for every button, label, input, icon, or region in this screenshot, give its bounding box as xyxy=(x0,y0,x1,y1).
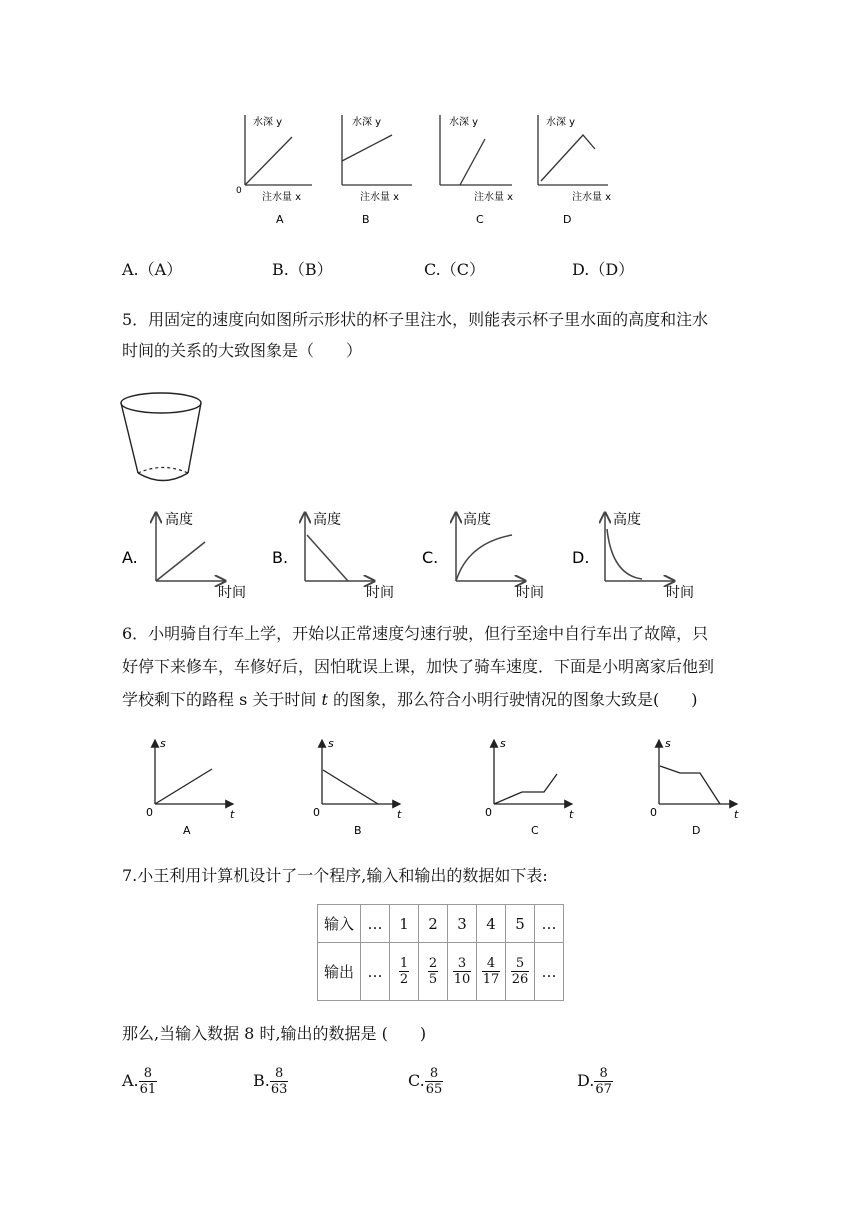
input-cell: 2 xyxy=(419,905,448,943)
option-denominator: 65 xyxy=(425,1082,443,1097)
q4-c-xlabel: 注水量 x xyxy=(474,192,514,203)
input-cell: 1 xyxy=(390,905,419,943)
option-numerator: 8 xyxy=(425,1066,444,1082)
input-cell: 4 xyxy=(477,905,506,943)
q5-graph-b xyxy=(272,511,394,601)
q6-graph-c xyxy=(485,737,574,837)
q7-option-a[interactable] xyxy=(122,1066,157,1097)
q4-graph-b xyxy=(342,115,412,226)
output-denominator: 26 xyxy=(511,972,529,987)
q5-graph-a xyxy=(122,511,246,601)
output-numerator: 5 xyxy=(511,956,530,972)
q6-stem-line3-a: 学校剩下的路程 s 关于时间 xyxy=(122,690,322,709)
q5-graph-c xyxy=(422,511,544,601)
q6-c-origin: 0 xyxy=(485,806,492,819)
q4-c-caption: C xyxy=(476,213,484,226)
q6-c-caption: C xyxy=(531,824,539,837)
q4-b-caption: B xyxy=(362,213,370,226)
io-table xyxy=(317,904,564,1001)
output-numerator: 4 xyxy=(482,956,501,972)
q6-graphs xyxy=(0,730,860,840)
q5-stem-line1: 5．用固定的速度向如图所示形状的杯子里注水，则能表示杯子里水面的高度和注水 xyxy=(122,310,709,329)
q4-d-xlabel: 注水量 x xyxy=(572,192,612,203)
q4-graph-d xyxy=(538,115,611,226)
output-ellipsis-left: … xyxy=(361,943,390,1001)
q6-stem-line3-b: 的图象，那么符合小明行驶情况的图象大致是( ) xyxy=(327,690,698,709)
q7-option-c[interactable] xyxy=(408,1066,443,1097)
io-table-output-row xyxy=(318,943,564,1001)
q4-option-c[interactable]: C.（C） xyxy=(424,260,486,279)
option-letter: B. xyxy=(253,1071,270,1090)
option-letter: A. xyxy=(122,1071,139,1090)
output-cell xyxy=(448,943,477,1001)
output-denominator: 2 xyxy=(399,972,409,987)
q6-a-xlabel: t xyxy=(230,808,235,821)
option-numerator: 8 xyxy=(139,1066,158,1082)
input-cell: 3 xyxy=(448,905,477,943)
output-cell xyxy=(506,943,535,1001)
q4-c-ylabel: 水深 y xyxy=(449,117,479,128)
option-denominator: 63 xyxy=(270,1082,288,1097)
q5-stem-line2: 时间的关系的大致图象是（ ） xyxy=(122,341,363,360)
q6-c-xlabel: t xyxy=(569,808,574,821)
io-table-input-row xyxy=(318,905,564,943)
option-letter: C. xyxy=(408,1071,425,1090)
q7-stem: 7.小王利用计算机设计了一个程序,输入和输出的数据如下表: xyxy=(122,866,548,885)
q4-option-d[interactable]: D.（D） xyxy=(572,260,635,279)
output-denominator: 10 xyxy=(453,972,471,987)
q5-a-ylabel: 高度 xyxy=(165,512,193,528)
q6-stem-line3 xyxy=(122,690,698,710)
q5-a-letter: A. xyxy=(122,548,138,567)
q6-graph-b xyxy=(313,737,402,837)
q4-option-b[interactable]: B.（B） xyxy=(272,260,333,279)
q4-d-caption: D xyxy=(563,213,572,226)
q5-b-xlabel: 时间 xyxy=(366,585,394,601)
q6-c-ylabel: s xyxy=(500,737,506,750)
q5-b-ylabel: 高度 xyxy=(313,512,341,528)
q6-b-xlabel: t xyxy=(397,808,402,821)
output-numerator: 1 xyxy=(399,956,409,971)
output-cell xyxy=(390,943,419,1001)
input-cell: 5 xyxy=(506,905,535,943)
q4-b-xlabel: 注水量 x xyxy=(360,192,400,203)
q5-b-letter: B. xyxy=(272,548,289,567)
q6-d-xlabel: t xyxy=(734,808,739,821)
option-letter: D. xyxy=(577,1071,595,1090)
q5-graphs xyxy=(0,505,860,605)
q6-stem-line1: 6．小明骑自行车上学，开始以正常速度匀速行驶，但行至途中自行车出了故障，只 xyxy=(122,624,709,643)
output-numerator: 3 xyxy=(453,956,472,972)
q4-a-caption: A xyxy=(276,213,284,226)
q6-stem-line2: 好停下来修车，车修好后，因怕耽误上课，加快了骑车速度．下面是小明离家后他到 xyxy=(122,657,715,676)
option-numerator: 8 xyxy=(594,1066,613,1082)
output-denominator: 17 xyxy=(482,972,500,987)
q6-graph-d xyxy=(650,737,739,837)
q7-option-b[interactable] xyxy=(253,1066,288,1097)
q4-d-ylabel: 水深 y xyxy=(546,117,576,128)
input-ellipsis-right: … xyxy=(535,905,564,943)
q6-b-origin: 0 xyxy=(313,806,320,819)
q6-a-caption: A xyxy=(183,824,191,837)
q6-b-ylabel: s xyxy=(328,737,334,750)
q4-graphs xyxy=(0,105,860,235)
q7-option-d[interactable] xyxy=(577,1066,613,1097)
q5-c-xlabel: 时间 xyxy=(516,585,544,601)
q5-d-xlabel: 时间 xyxy=(666,585,694,601)
output-cell xyxy=(419,943,448,1001)
cup-illustration xyxy=(118,388,208,484)
q6-d-caption: D xyxy=(692,824,701,837)
q5-d-letter: D. xyxy=(572,548,590,567)
q6-b-caption: B xyxy=(354,824,362,837)
output-ellipsis-right: … xyxy=(535,943,564,1001)
q6-graph-a xyxy=(146,737,235,837)
q4-option-a[interactable]: A.（A） xyxy=(122,260,183,279)
q5-d-ylabel: 高度 xyxy=(613,512,641,528)
q6-a-origin: 0 xyxy=(146,806,153,819)
option-denominator: 67 xyxy=(595,1082,612,1097)
q5-c-letter: C. xyxy=(422,548,439,567)
q6-d-origin: 0 xyxy=(650,806,657,819)
q6-d-ylabel: s xyxy=(665,737,671,750)
option-denominator: 61 xyxy=(139,1082,157,1097)
output-label: 输出 xyxy=(318,943,361,1001)
q7-ask: 那么,当输入数据 8 时,输出的数据是 ( ) xyxy=(122,1024,427,1043)
q5-a-xlabel: 时间 xyxy=(218,585,246,601)
q4-graph-a xyxy=(236,115,312,226)
option-numerator: 8 xyxy=(270,1066,289,1082)
output-numerator: 2 xyxy=(428,956,438,971)
input-ellipsis-left: … xyxy=(361,905,390,943)
q6-a-ylabel: s xyxy=(160,737,166,750)
q4-a-xlabel: 注水量 x xyxy=(262,192,302,203)
q6-variable-t: t xyxy=(321,690,328,709)
q5-c-ylabel: 高度 xyxy=(463,512,491,528)
q4-b-ylabel: 水深 y xyxy=(352,117,382,128)
q5-graph-d xyxy=(572,511,694,601)
input-label: 输入 xyxy=(318,905,361,943)
q4-a-ylabel: 水深 y xyxy=(253,117,283,128)
output-denominator: 5 xyxy=(428,972,438,987)
q4-graph-c xyxy=(440,115,513,226)
q4-a-origin: 0 xyxy=(236,186,242,196)
output-cell xyxy=(477,943,506,1001)
